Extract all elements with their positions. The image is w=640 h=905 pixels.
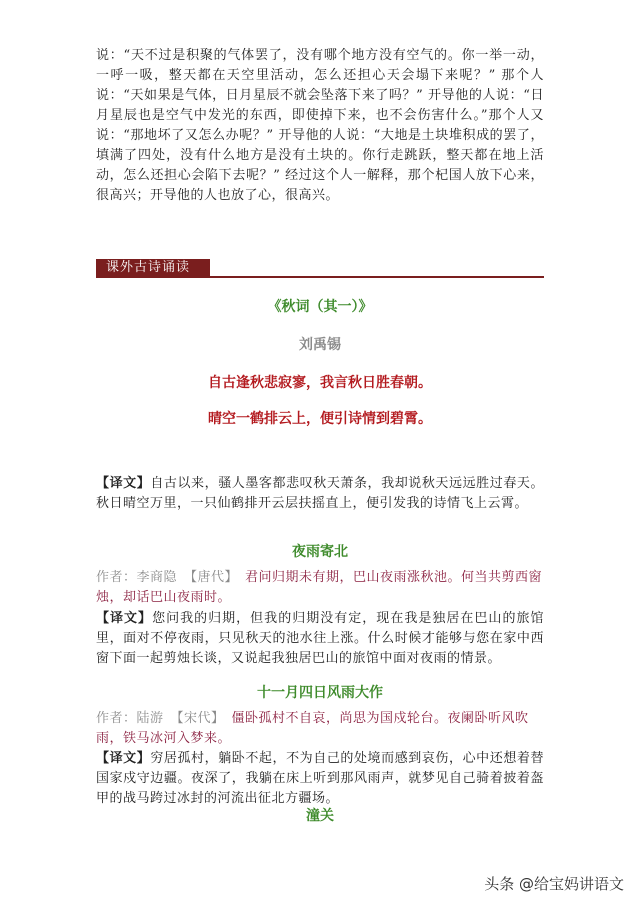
poem2-title: 夜雨寄北 [292, 544, 348, 560]
poem2-text: 君问归期未有期，巴山夜雨涨秋池。何当共剪西窗烛，却话巴山夜雨时。 [96, 570, 543, 605]
translation-label: 【译文】 [96, 751, 151, 766]
poem3-meta [96, 709, 544, 749]
poem2-translation-text: 您问我的归期，但我的归期没有定，现在我是独居在巴山的旅馆里，面对不停夜雨，只见秋天的池水往上涨。什么时候才能够与您在家中西窗下面一起剪烛长谈，又说起我独居巴山的旅馆中面对夜雨的情景。 [96, 611, 544, 666]
poem1-title: 《秋词（其一）》 [267, 299, 373, 315]
poem3-text: 僵卧孤村不自哀，尚思为国戍轮台。夜阑卧听风吹雨，铁马冰河入梦来。 [96, 711, 529, 746]
poem2-author: 作者：李商隐 【唐代】 [96, 570, 232, 585]
section-tag: 课外古诗诵读 [96, 259, 210, 277]
watermark: 头条 @给宝妈讲语文 [484, 875, 624, 893]
poem1-line2: 晴空一鹤排云上，便引诗情到碧霄。 [208, 411, 432, 427]
poem3-translation-text: 穷居孤村，躺卧不起，不为自己的处境而感到哀伤，心中还想着替国家戍守边疆。夜深了，我躺在床上听到那风雨声，就梦见自己骑着披着盔甲的战马跨过冰封的河流出征北方疆场。 [96, 751, 544, 806]
poem1-translation-text: 自古以来，骚人墨客都悲叹秋天萧条，我却说秋天远远胜过春天。秋日晴空万里，一只仙鹤排开云层扶摇直上，便引发我的诗情飞上云霄。 [96, 476, 544, 511]
translation-label: 【译文】 [96, 476, 151, 491]
poem1-line1: 自古逢秋悲寂寥，我言秋日胜春朝。 [208, 375, 432, 391]
section-divider [96, 276, 544, 278]
poem2-translation [96, 609, 544, 669]
poem3-translation [96, 749, 544, 809]
translation-label: 【译文】 [96, 611, 153, 626]
poem4-title: 潼关 [306, 808, 334, 824]
poem3-author: 作者：陆游 【宋代】 [96, 711, 219, 726]
poem2-meta [96, 568, 544, 608]
poem3-title: 十一月四日风雨大作 [257, 685, 383, 701]
poem1-author: 刘禹锡 [299, 337, 341, 353]
poem1-translation [96, 474, 544, 514]
story-paragraph: 说：“天不过是积聚的气体罢了，没有哪个地方没有空气的。你一举一动，一呼一吸，整天都在天空里活动，怎么还担心天会塌下来呢？” 那个人说：“天如果是气体，日月星辰不就会坠落下来了吗？” 开导他的人说：“日月星辰也是空气中发光的东西，即使掉下来，也不会伤害什么。”那个人又说：“那地坏了又怎么办呢？” 开导他的人说：“大地是土块堆积成的罢了，填满了四处，没有什么地方是没有土块的。你行走跳跃，整天都在地上活动，怎么还担心会陷下去呢？” 经过这个人一解释，那个杞国人放下心来，很高兴；开导他的人也放了心，很高兴。 [96, 48, 544, 203]
